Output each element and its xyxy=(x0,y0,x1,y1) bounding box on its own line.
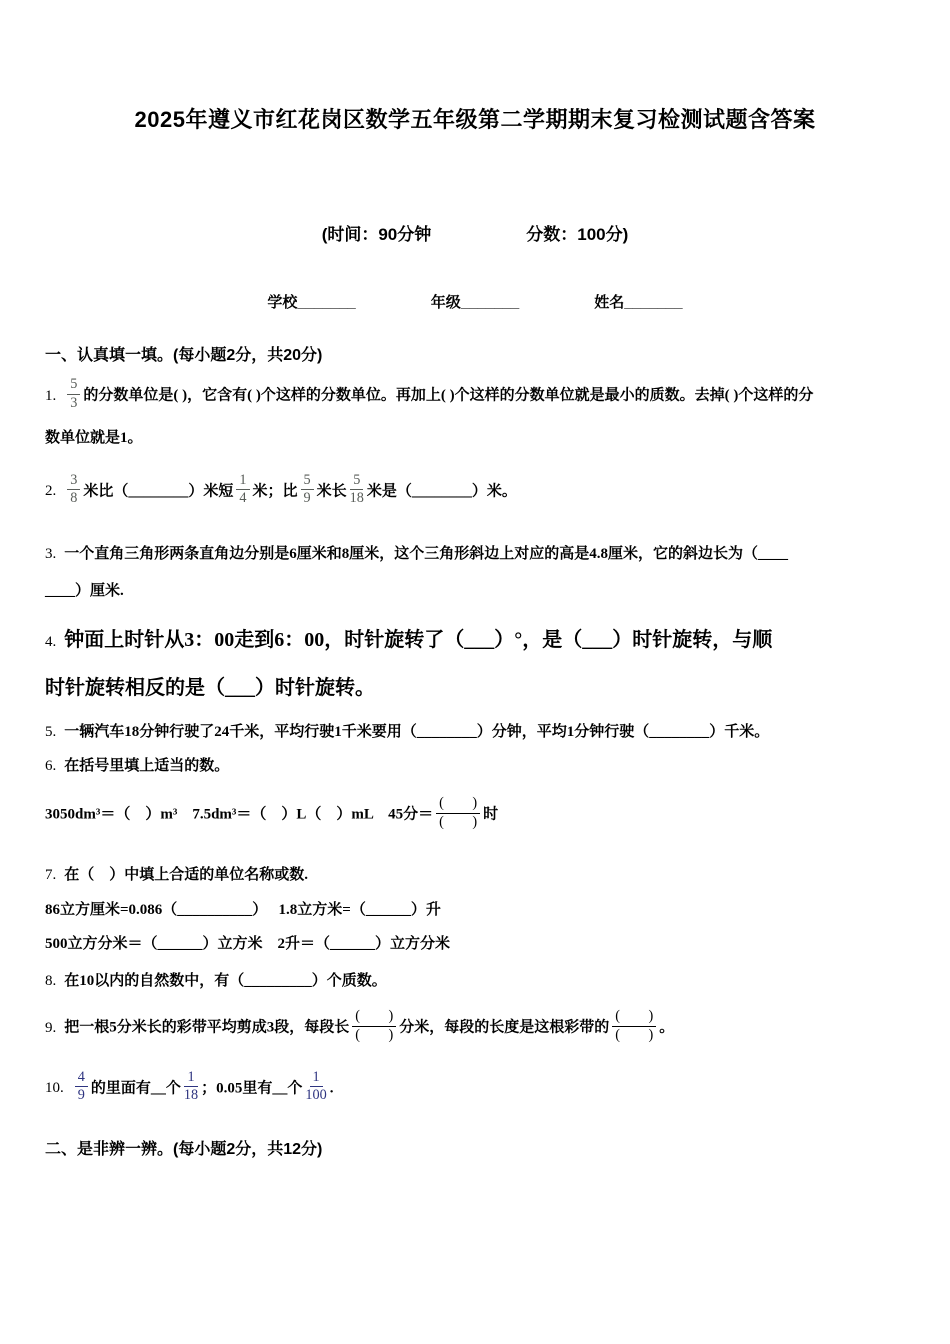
question-text: 。 xyxy=(659,1019,675,1036)
question-text: 数单位就是1。 xyxy=(45,430,143,447)
question-number: 3. xyxy=(45,545,57,562)
fraction-numerator: 1 xyxy=(310,1070,323,1088)
question-line xyxy=(45,899,908,922)
question xyxy=(45,471,908,509)
page-title: 2025年遵义市红花岗区数学五年级第二学期期末复习检测试题含答案 xyxy=(134,107,816,132)
question-number: 8. xyxy=(45,973,57,990)
question-line xyxy=(45,864,908,887)
question-line xyxy=(45,1068,908,1106)
fraction-numerator: 1 xyxy=(184,1070,197,1088)
question-text: 一辆汽车18分钟行驶了24千米，平均行驶1千米要用（________）分钟，平均1分钟行驶（________）千米。 xyxy=(64,724,770,741)
exam-info-line xyxy=(0,220,950,245)
fraction xyxy=(436,796,480,830)
question-line xyxy=(45,1008,908,1045)
question-text: 的分数单位是( )，它含有( )个这样的分数单位。再加上( )个这样的分数单位就是最小的质数。去掉( )个这样的分 xyxy=(83,387,814,404)
fraction-denominator: 18 xyxy=(183,1087,199,1104)
section-heading: 一、认真填一填。(每小题2分，共20分) xyxy=(45,347,323,364)
fraction xyxy=(301,473,314,507)
question xyxy=(45,970,908,993)
question-line xyxy=(45,376,908,413)
fraction-denominator: 100 xyxy=(305,1087,327,1104)
fraction-numerator: 4 xyxy=(75,1070,88,1088)
question-text: ；0.05里有__个 xyxy=(201,1080,303,1097)
question xyxy=(45,1068,908,1106)
question-text: 时针旋转相反的是（___）时针旋转。 xyxy=(45,677,375,700)
question-line xyxy=(45,673,908,703)
question-line xyxy=(45,970,908,993)
fraction xyxy=(75,1070,88,1104)
question-text: 米比（________）米短 xyxy=(83,483,234,500)
question-line xyxy=(45,933,908,956)
fraction xyxy=(67,473,80,507)
fraction-numerator: 5 xyxy=(350,473,363,491)
question-number: 5. xyxy=(45,724,57,741)
fraction-numerator: 1 xyxy=(236,473,249,491)
question-text: 的里面有__个 xyxy=(90,1080,181,1097)
fraction xyxy=(350,473,364,507)
question-number: 4. xyxy=(45,634,57,651)
school-field xyxy=(267,291,355,312)
question xyxy=(45,376,908,451)
question-text: 在括号里填上适当的数。 xyxy=(64,757,230,774)
fraction-denominator: ( ) xyxy=(439,813,478,830)
question-text: 在（ ）中填上合适的单位名称或数. xyxy=(64,867,309,884)
fraction-denominator: 8 xyxy=(70,490,78,507)
fraction-denominator: 9 xyxy=(77,1087,85,1104)
question-line xyxy=(45,543,908,566)
fraction-numerator: 3 xyxy=(67,473,80,491)
fraction-denominator: 3 xyxy=(70,394,78,411)
question-text: 500立方分米＝（______）立方米 2升＝（______）立方分米 xyxy=(45,935,451,952)
fraction xyxy=(612,1009,656,1043)
name-label: 姓名 xyxy=(594,294,625,311)
question-line xyxy=(45,580,908,603)
question-text: . xyxy=(329,1080,334,1097)
question-line xyxy=(45,427,908,450)
fraction-numerator: ( ) xyxy=(352,1009,396,1027)
student-fields xyxy=(0,291,950,312)
question-text: 在10以内的自然数中，有（_________）个质数。 xyxy=(64,973,387,990)
time-label: (时间：90分钟 xyxy=(321,225,432,244)
question-number: 9. xyxy=(45,1019,57,1036)
question-text: 米长 xyxy=(316,483,347,500)
fraction xyxy=(184,1070,198,1104)
question xyxy=(45,864,908,956)
fraction-numerator: ( ) xyxy=(612,1009,656,1027)
question-line xyxy=(45,755,908,778)
fraction xyxy=(305,1070,326,1104)
question-text: 把一根5分米长的彩带平均剪成3段，每段长 xyxy=(64,1019,350,1036)
question xyxy=(45,625,908,703)
name-blank: _______ xyxy=(624,294,683,311)
fraction xyxy=(236,473,249,507)
fraction-denominator: ( ) xyxy=(615,1026,654,1043)
grade-field xyxy=(431,291,519,312)
question-number: 1. xyxy=(45,387,57,404)
question-text: 时 xyxy=(483,806,499,823)
fraction-denominator: 4 xyxy=(239,490,247,507)
question-text: 米；比 xyxy=(252,483,298,500)
section xyxy=(45,342,908,1106)
section xyxy=(45,1136,908,1159)
question-line xyxy=(45,625,908,655)
grade-label: 年级 xyxy=(430,294,461,311)
score-label: 分数：100分) xyxy=(526,225,629,244)
grade-blank: _______ xyxy=(460,294,520,311)
question-text: 分米，每段的长度是这根彩带的 xyxy=(399,1019,610,1036)
question-number: 2. xyxy=(45,483,57,500)
fraction-denominator: 18 xyxy=(349,490,364,507)
school-label: 学校 xyxy=(267,294,298,311)
section-heading: 二、是非辨一辨。(每小题2分，共12分) xyxy=(45,1140,323,1158)
question-sections xyxy=(45,342,908,1159)
question-number: 10. xyxy=(45,1080,64,1097)
school-blank: _______ xyxy=(297,294,356,311)
fraction xyxy=(67,377,80,411)
question-text: 米是（________）米。 xyxy=(366,483,517,500)
question xyxy=(45,543,908,604)
question-text: 钟面上时针从3：00走到6：00，时针旋转了（___）°，是（___）时针旋转，与顺 xyxy=(64,629,773,652)
question-text: 3050dm³＝（ ）m³ 7.5dm³＝（ ）L（ ）mL 45分＝ xyxy=(45,806,434,823)
name-field xyxy=(594,291,682,312)
fraction-numerator: 5 xyxy=(301,473,314,491)
question xyxy=(45,1008,908,1045)
question xyxy=(45,721,908,744)
question xyxy=(45,755,908,833)
fraction-denominator: 9 xyxy=(303,490,311,507)
fraction-denominator: ( ) xyxy=(355,1026,394,1043)
question-text: 86立方厘米=0.086（__________） 1.8立方米=（______）升 xyxy=(45,901,441,918)
question-line xyxy=(45,794,908,832)
fraction xyxy=(352,1009,396,1043)
question-number: 6. xyxy=(45,757,57,774)
question-number: 7. xyxy=(45,867,57,884)
fraction-numerator: 5 xyxy=(67,377,80,395)
question-line xyxy=(45,471,908,509)
question-line xyxy=(45,721,908,744)
question-text: 一个直角三角形两条直角边分别是6厘米和8厘米，这个三角形斜边上对应的高是4.8厘米，它的斜边长为（____ xyxy=(64,545,789,562)
fraction-numerator: ( ) xyxy=(436,796,480,814)
question-text: ____）厘米. xyxy=(45,583,124,600)
